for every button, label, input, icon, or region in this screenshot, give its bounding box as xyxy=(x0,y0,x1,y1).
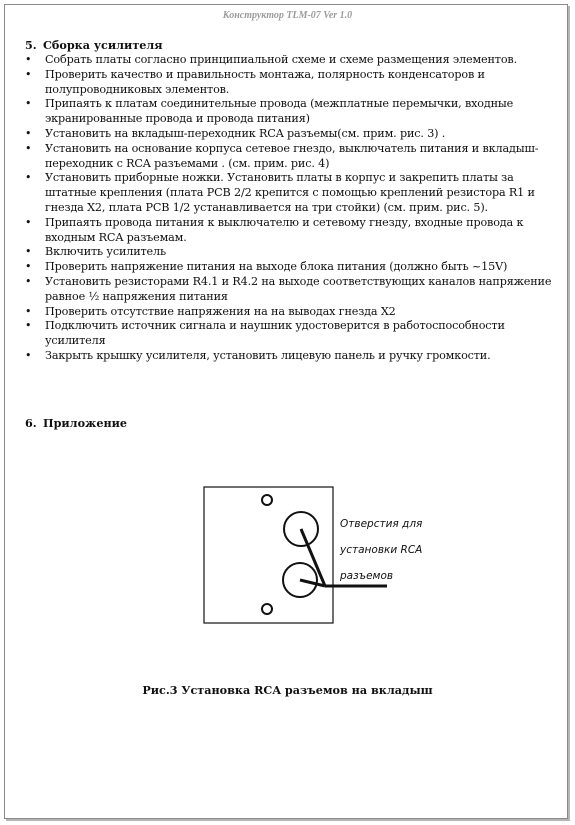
list-item: • Закрыть крышку усилителя, установить лицевую панель и ручку громкости. xyxy=(25,349,555,364)
rca-insert-drawing xyxy=(203,486,433,626)
page-header: Конструктор TLM-07 Ver 1.0 xyxy=(222,10,353,21)
list-item: • Установить резисторами R4.1 и R4.2 на выходе соответствующих каналов напряжение равное ½ напряжения питания xyxy=(25,275,555,305)
section-5-number: 5. xyxy=(25,38,37,52)
section-6-number: 6. xyxy=(25,416,37,430)
list-item: • Проверить отсутствие напряжения на на выводах гнезда X2 xyxy=(25,305,555,320)
section-6-title: Приложение xyxy=(43,416,128,430)
figure-caption: Рис.3 Установка RCA разъемов на вкладыш xyxy=(142,683,433,697)
list-item: • Установить приборные ножки. Установить платы в корпус и закрепить платы за штатные крепления (плата PCB 2/2 крепится с помощью креплений резистора R1 и гнезда X2, плата PCB 1/2 устанавливается на три стойки) (см. прим. рис. 5). xyxy=(25,171,555,215)
section-6-heading xyxy=(25,416,127,430)
list-item: • Установить на вкладыш-переходник RCA разъемы(см. прим. рис. 3) . xyxy=(25,127,555,142)
assembly-steps-list xyxy=(25,53,555,364)
section-5-heading xyxy=(25,38,163,52)
section-5-title: Сборка усилителя xyxy=(43,38,163,52)
rca-insert-figure xyxy=(203,486,433,626)
list-item: • Подключить источник сигнала и наушник удостоверится в работоспособности усилителя xyxy=(25,319,555,349)
list-item: • Собрать платы согласно принципиальной схеме и схеме размещения элементов. xyxy=(25,53,555,68)
list-item: • Проверить напряжение питания на выходе блока питания (должно быть ~15V) xyxy=(25,260,555,275)
list-item: • Припаять к платам соединительные провода (межплатные перемычки, входные экранированные провода и провода питания) xyxy=(25,97,555,127)
annotation-line-2: установки RCA xyxy=(340,544,423,556)
annotation-line-3: разъемов xyxy=(340,570,394,582)
insert-plate-outline xyxy=(204,487,333,623)
list-item: • Установить на основание корпуса сетевое гнездо, выключатель питания и вкладыш-переходник с RCA разъемами . (см. прим. рис. 4) xyxy=(25,142,555,172)
list-item: • Включить усилитель xyxy=(25,245,555,260)
annotation-line-1: Отверстия для xyxy=(340,518,423,530)
list-item: • Припаять провода питания к выключателю и сетевому гнезду, входные провода к входным RCA разъемам. xyxy=(25,216,555,246)
list-item: • Проверить качество и правильность монтажа, полярность конденсаторов и полупроводниковых элементов. xyxy=(25,68,555,98)
